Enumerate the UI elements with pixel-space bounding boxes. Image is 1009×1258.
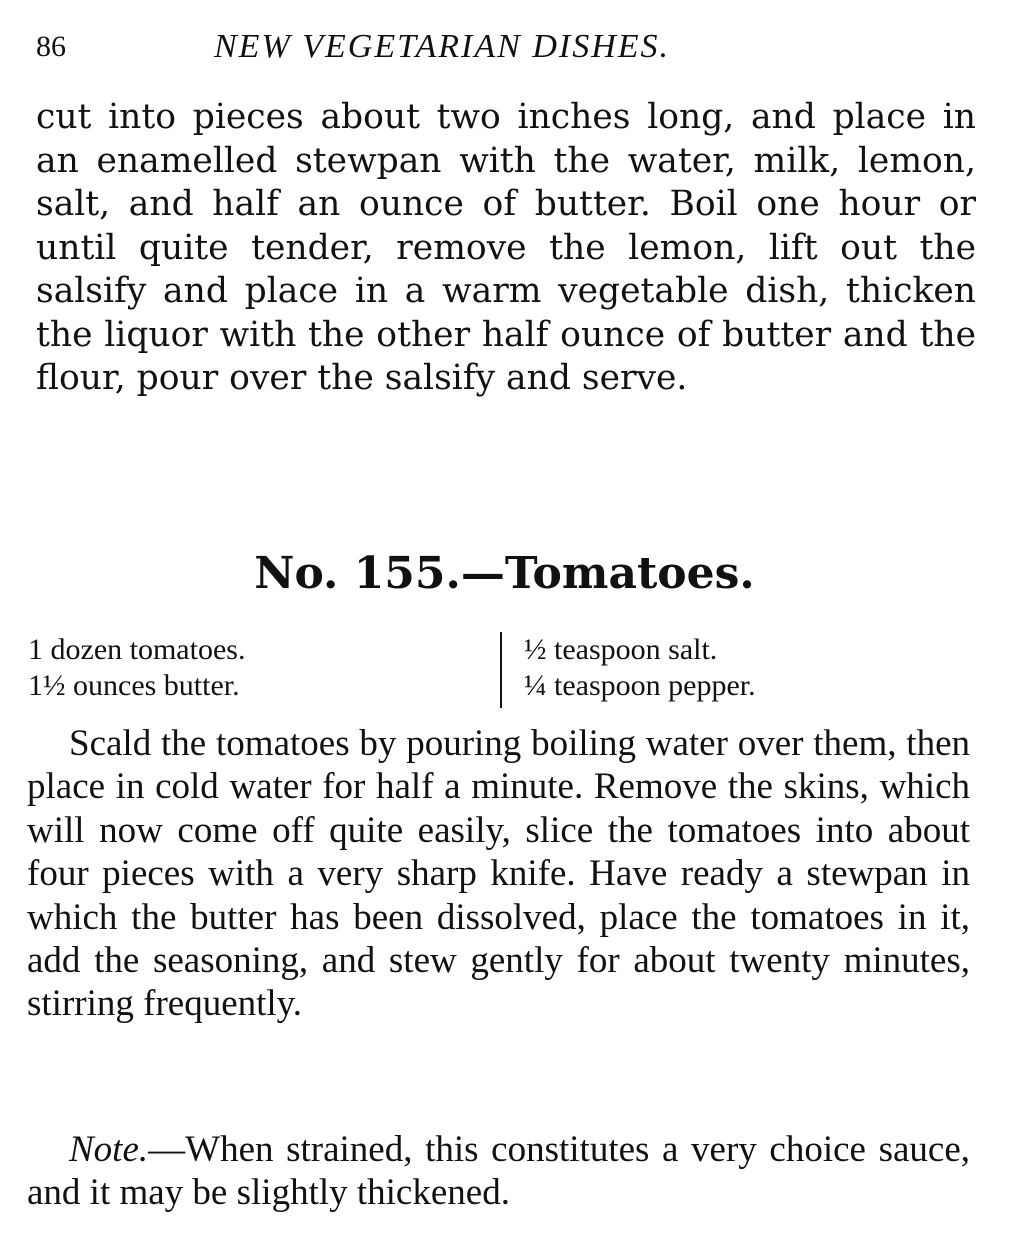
ingredient-item: ¼ teaspoon pepper. xyxy=(524,669,756,702)
page-number: 86 xyxy=(36,30,66,63)
page-header xyxy=(36,26,816,70)
continued-paragraph: cut into pieces about two inches long, and place in an enamelled stewpan with the water, milk, lemon, salt, and half an ounce of butter. Boil one hour or until quite tender, remove the lemon, lift out the salsify and place in a warm vegetable dish, thicken the liquor with the other half ounce of butter and the flour, pour over the salsify and serve. xyxy=(36,97,976,398)
ingredients-column-left xyxy=(28,632,488,704)
ingredients-list xyxy=(28,632,828,710)
running-title: NEW VEGETARIAN DISHES. xyxy=(214,28,671,65)
ingredient-item: 1½ ounces butter. xyxy=(28,669,240,702)
method-paragraph: Scald the tomatoes by pouring boiling water over them, then place in cold water for half a minute. Remove the skins, which will now come off quite easily, slice the tomatoes into about four pieces with a very sharp knife. Have ready a stewpan in which the butter has been dissolved, place the tomatoes in it, add the seasoning, and stew gently for about twenty minutes, stirring frequently. xyxy=(27,723,970,1025)
ingredient-item: 1 dozen tomatoes. xyxy=(28,633,246,666)
note-paragraph xyxy=(27,1128,970,1215)
note-text: —When strained, this constitutes a very choice sauce, and it may be slightly thickened. xyxy=(27,1129,970,1214)
ingredients-column-right xyxy=(500,632,854,708)
note-label: Note. xyxy=(69,1129,149,1170)
ingredient-item: ½ teaspoon salt. xyxy=(524,633,718,666)
recipe-title: No. 155.—Tomatoes. xyxy=(254,548,755,599)
